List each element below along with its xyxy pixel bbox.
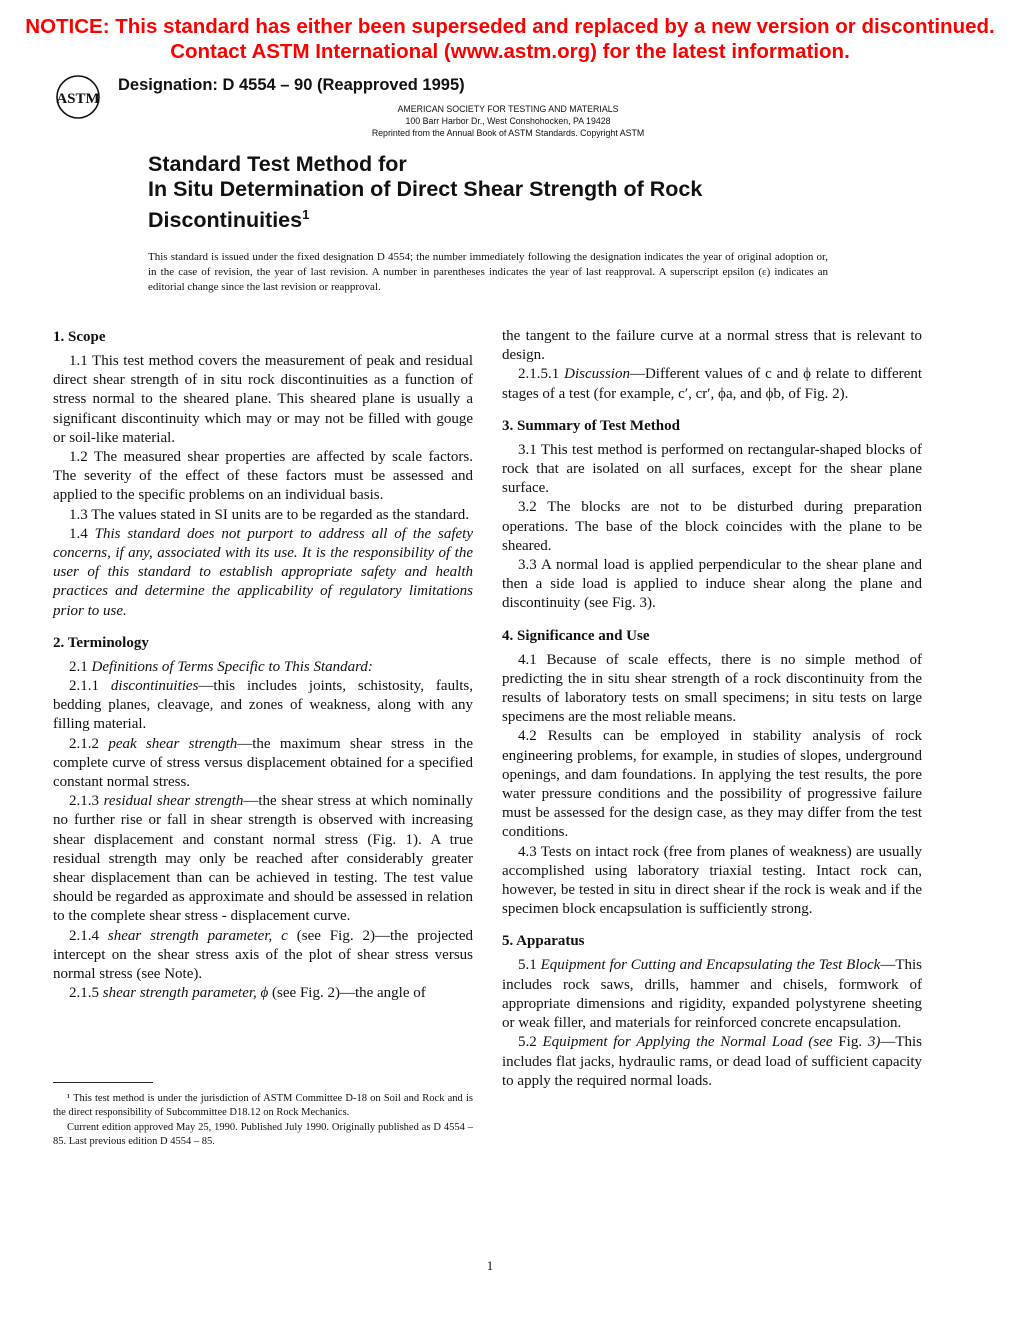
notice-line-2: Contact ASTM International (www.astm.org) for the latest information.	[170, 40, 850, 63]
paragraph: 2.1 Definitions of Terms Specific to This Standard:	[69, 658, 373, 675]
title-line-1: Standard Test Method for	[148, 152, 407, 176]
publisher-line: AMERICAN SOCIETY FOR TESTING AND MATERIALS	[397, 104, 619, 114]
notice-line-1: NOTICE: This standard has either been superseded and replaced by a new version or discontinued.	[25, 15, 995, 38]
designation: Designation: D 4554 – 90 (Reapproved 1995)	[118, 76, 465, 94]
title-line-2: In Situ Determination of Direct Shear Strength of Rock	[148, 177, 703, 201]
section-heading: 5. Apparatus	[502, 933, 585, 950]
left-column	[53, 327, 473, 1004]
section-heading: 4. Significance and Use	[502, 627, 650, 644]
paragraph: 1.2 The measured shear properties are affected by scale factors. The severity of the effect of these factors must be assessed and applied to the specific problems on an individual basis.	[53, 449, 473, 504]
paragraph: 2.1.5 shear strength parameter, ϕ (see Fig. 2)—the angle of	[69, 985, 426, 1002]
footnote: ¹ This test method is under the jurisdiction of ASTM Committee D-18 on Soil and Rock and is the direct responsibility of Subcommittee D18.12 on Rock Mechanics.	[53, 1093, 473, 1119]
page-number: 1	[486, 1258, 494, 1273]
paragraph: 2.1.2 peak shear strength—the maximum shear stress in the complete curve of stress versus displacement obtained for a specified constant normal stress.	[53, 735, 473, 791]
right-column	[502, 327, 922, 1091]
paragraph: 4.2 Results can be employed in stability analysis of rock engineering problems, for example, in studies of slopes, underground openings, and dam foundations. In applying the test results, the pore water pressure conditions and the possibility of progressive failure must be assessed for the design case, as they may differ from the test conditions.	[502, 728, 922, 841]
title-footnote-mark: 1	[302, 207, 310, 222]
paragraph: 3.3 A normal load is applied perpendicular to the shear plane and then a side load is applied to induce shear along the plane and discontinuity (see Fig. 3).	[502, 557, 922, 612]
paragraph: 3.2 The blocks are not to be disturbed during preparation operations. The base of the block coincides with the plane to be sheared.	[502, 499, 922, 554]
section-heading: 1. Scope	[53, 329, 106, 345]
publisher-block	[300, 103, 716, 139]
title-line-3: Discontinuities$^1$	[148, 207, 310, 233]
paragraph: the tangent to the failure curve at a normal stress that is relevant to design.	[502, 328, 922, 364]
paragraph: 2.1.5.1 Discussion—Different values of c and ϕ relate to different stages of a test (for example, c′, cr′, ϕa, and ϕb, of Fig. 2).	[502, 366, 923, 402]
issued-note: This standard is issued under the fixed designation D 4554; the number immediately following the designation indicates the year of original adoption or, in the case of revision, the year of last revision. A number in parentheses indicates the year of last reapproval. A superscript epsilon (ε) indicates an editorial change since the last revision or reapproval.	[148, 251, 828, 293]
paragraph: 2.1.4 shear strength parameter, c (see Fig. 2)—the projected intercept on the shear stress axis of the plot of shear stress versus normal stress (see Note).	[53, 927, 474, 983]
astm-logo-icon	[52, 74, 104, 120]
paragraph: 4.1 Because of scale effects, there is no simple method of predicting the in situ shear strength of a rock discontinuity from the results of laboratory tests on small specimens; in situ tests on large specimens are the most reliable means.	[502, 651, 922, 726]
publisher-line: 100 Barr Harbor Dr., West Conshohocken, PA 19428	[405, 116, 611, 126]
paragraph: 1.4 This standard does not purport to address all of the safety concerns, if any, associated with its use. It is the responsibility of the user of this standard to establish appropriate safety and health practices and determine the applicability of regulatory limitations prior to use.	[53, 525, 474, 619]
section-heading: 3. Summary of Test Method	[502, 417, 680, 434]
paragraph: 2.1.3 residual shear strength—the shear stress at which nominally no further rise or fall in shear strength is observed with increasing shear displacement and constant normal stress (Fig. 1). A true residual strength may only be reached after considerably greater shear displacement than can be achieved in testing. The test value should be regarded as approximate and should be assessed in relation to the complete shear stress - displacement curve.	[53, 793, 473, 925]
publisher-line: Reprinted from the Annual Book of ASTM Standards. Copyright ASTM	[371, 128, 645, 138]
paragraph: 2.1.1 discontinuities—this includes joints, schistosity, faults, bedding planes, cleavage, and zones of weakness, along with any filling material.	[53, 678, 474, 733]
footnotes	[53, 1092, 473, 1150]
section-heading: 2. Terminology	[53, 634, 149, 651]
logo-text: ASTM	[56, 91, 100, 107]
paragraph: 1.1 This test method covers the measurement of peak and residual direct shear strength of in situ rock discontinuities as a function of stress normal to the sheared plane. This sheared plane is usually a significant discontinuity which may or may not be filled with gouge or soil-like material.	[53, 353, 473, 446]
paragraph: 5.1 Equipment for Cutting and Encapsulating the Test Block—This includes rock saws, drills, hammer and chisels, formwork of appropriate dimensions and rigidity, expanded polystyrene sheeting or weak filler, and materials for reinforced concrete encapsulation.	[502, 957, 923, 1032]
paragraph: 5.2 Equipment for Applying the Normal Load (see Fig. 3)—This includes flat jacks, hydraulic rams, or dead load of sufficient capacity to apply the required normal loads.	[502, 1034, 922, 1089]
footnote: Current edition approved May 25, 1990. Published July 1990. Originally published as D 4554 – 85. Last previous edition D 4554 – 85.	[53, 1121, 473, 1148]
paragraph: 3.1 This test method is performed on rectangular-shaped blocks of rock that are isolated on all surfaces, except for the shear plane surface.	[502, 441, 922, 497]
paragraph: 1.3 The values stated in SI units are to be regarded as the standard.	[69, 506, 470, 523]
footnote-divider	[53, 1082, 153, 1083]
document-title	[148, 152, 702, 233]
paragraph: 4.3 Tests on intact rock (free from planes of weakness) are usually accomplished using laboratory triaxial testing. Intact rock can, however, be tested in situ in direct shear if the rock is weak and if the specimen block encapsulation is sufficiently strong.	[502, 843, 922, 918]
notice-banner	[0, 14, 1020, 64]
